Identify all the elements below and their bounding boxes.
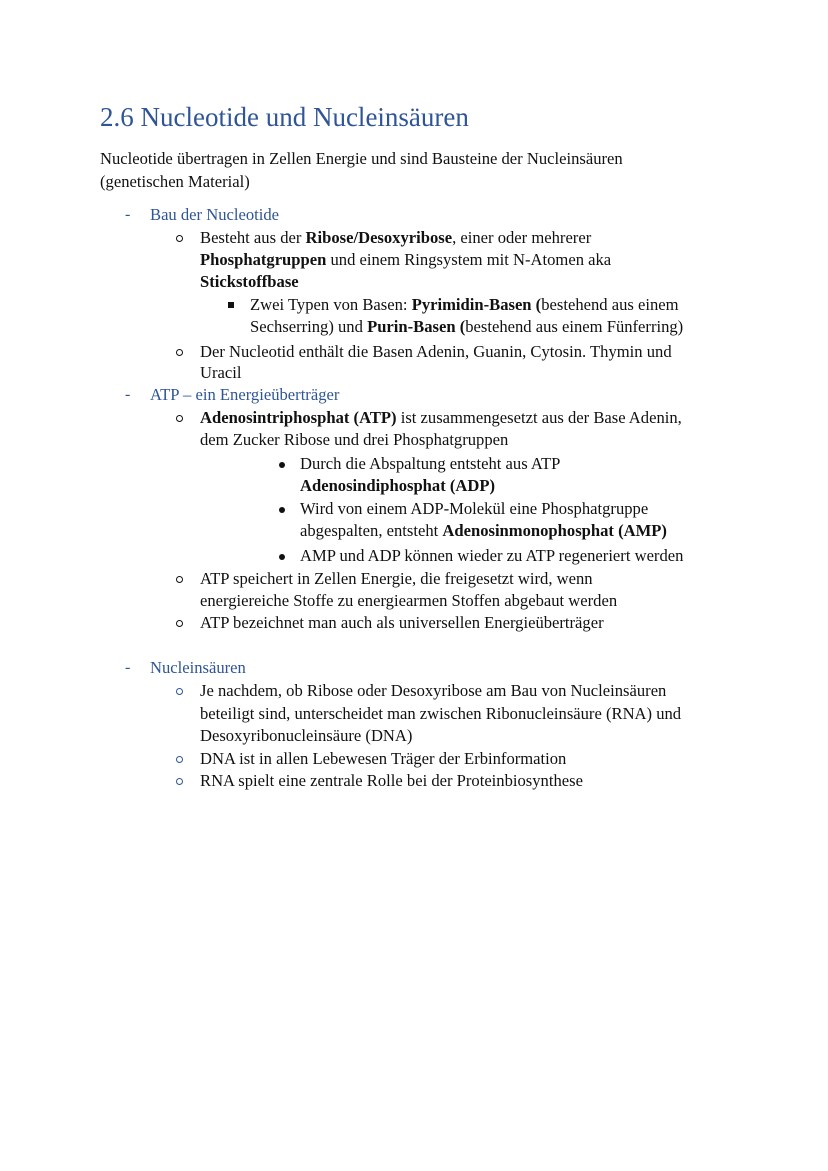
atp-b1-line2: Adenosindiphosphat (ADP) [300, 476, 496, 495]
atp-b1-line1: Durch die Abspaltung entsteht aus ATP [300, 454, 561, 473]
dot-bullet [279, 453, 285, 475]
dot-bullet [279, 498, 285, 520]
bau-item2-line1: Der Nucleotid enthält die Basen Adenin, Guanin, Cytosin. Thymin und [200, 342, 672, 361]
circle-bullet [176, 748, 183, 770]
atp-b2-line1: Wird von einem ADP-Molekül eine Phosphatgruppe [300, 499, 649, 518]
circle-bullet [176, 341, 183, 363]
atp-b3-line1: AMP und ADP können wieder zu ATP regeneriert werden [300, 546, 684, 565]
atp-item2-line1: ATP speichert in Zellen Energie, die freigesetzt wird, wenn [200, 569, 593, 588]
atp-item1-line1: Adenosintriphosphat (ATP) ist zusammengesetzt aus der Base Adenin, [200, 408, 682, 427]
nuc-item3-line1: RNA spielt eine zentrale Rolle bei der Proteinbiosynthese [200, 771, 583, 790]
square-bullet [228, 293, 234, 315]
section-title-nuc: Nucleinsäuren [150, 658, 246, 677]
section-title-atp: ATP – ein Energieüberträger [150, 385, 340, 404]
bau-sub-line2: Sechserring) und Purin-Basen (bestehend aus einem Fünferring) [250, 317, 684, 336]
dash-bullet: - [125, 659, 131, 676]
circle-bullet [176, 612, 183, 634]
circle-bullet [176, 770, 183, 792]
circle-bullet [176, 407, 183, 429]
atp-item2-line2: energiereiche Stoffe zu energiearmen Stoffen abgebaut werden [200, 591, 618, 610]
circle-bullet [176, 568, 183, 590]
bau-item1-line1: Besteht aus der Ribose/Desoxyribose, einer oder mehrerer [200, 228, 592, 247]
dash-bullet: - [125, 386, 131, 403]
circle-bullet [176, 227, 183, 249]
section-title-bau: Bau der Nucleotide [150, 205, 280, 224]
atp-item1-line2: dem Zucker Ribose und drei Phosphatgruppen [200, 430, 509, 449]
circle-bullet [176, 680, 183, 702]
bau-item1-line3: Stickstoffbase [200, 272, 299, 291]
nuc-item1-line3: Desoxyribonucleinsäure (DNA) [200, 726, 413, 745]
bau-item2-line2: Uracil [200, 363, 242, 382]
intro-line-1: Nucleotide übertragen in Zellen Energie und sind Bausteine der Nucleinsäuren [100, 149, 623, 168]
nuc-item2-line1: DNA ist in allen Lebewesen Träger der Erbinformation [200, 749, 567, 768]
atp-b2-line2: abgespalten, entsteht Adenosinmonophosphat (AMP) [300, 521, 667, 540]
page-title: 2.6 Nucleotide und Nucleinsäuren [100, 102, 469, 132]
intro-line-2: (genetischen Material) [100, 172, 250, 191]
nuc-item1-line1: Je nachdem, ob Ribose oder Desoxyribose am Bau von Nucleinsäuren [200, 681, 667, 700]
bau-sub-line1: Zwei Typen von Basen: Pyrimidin-Basen (bestehend aus einem [250, 295, 679, 314]
atp-item3-line1: ATP bezeichnet man auch als universellen Energieüberträger [200, 613, 604, 632]
dot-bullet [279, 545, 285, 567]
dash-bullet: - [125, 206, 131, 223]
bau-item1-line2: Phosphatgruppen und einem Ringsystem mit N-Atomen aka [200, 250, 612, 269]
nuc-item1-line2: beteiligt sind, unterscheidet man zwischen Ribonucleinsäure (RNA) und [200, 704, 682, 723]
